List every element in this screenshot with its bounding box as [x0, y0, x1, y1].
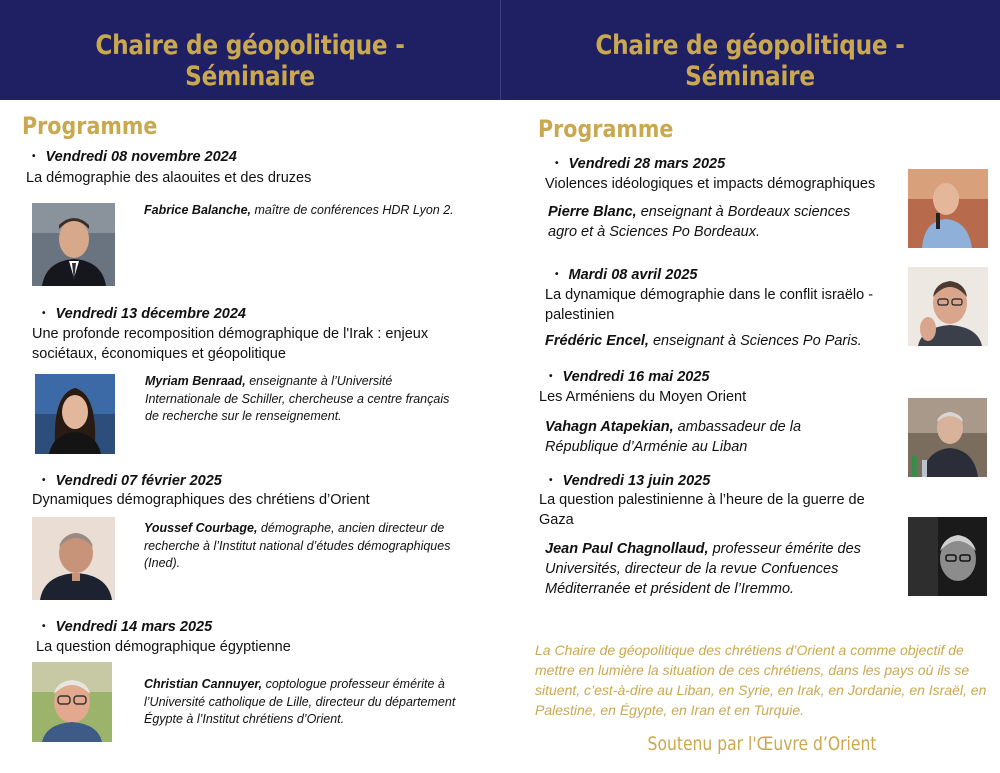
bullet: • [549, 371, 553, 382]
speaker-name: Myriam Benraad, [145, 374, 246, 388]
event-date-text: Vendredi 13 décembre 2024 [55, 306, 246, 322]
event-date-text: Vendredi 13 juin 2025 [562, 473, 711, 489]
speaker-photo [35, 374, 115, 454]
speaker-desc: professeur émérite des Universités, directeur de la revue Confuences Méditerranée et président de l’Iremmo. [545, 541, 861, 597]
event-date-text: Vendredi 28 mars 2025 [568, 156, 726, 172]
event-topic: La démographie des alaouites et des druzes [26, 170, 312, 186]
bullet: • [42, 475, 46, 486]
speaker-desc: enseignant à Sciences Po Paris. [648, 333, 862, 349]
speaker-desc: coptologue professeur émérite à l’Université catholique de Lille, directeur du département Égypte à l’Institut chrétiens d’Orient. [144, 677, 456, 726]
speaker-photo [32, 662, 112, 742]
speaker-photo [908, 169, 988, 248]
speaker-photo [32, 517, 115, 600]
speaker-info [144, 676, 474, 729]
speaker-info [144, 202, 454, 220]
speaker-info [144, 520, 464, 573]
event-topic: Violences idéologiques et impacts démographiques [545, 176, 876, 192]
event-topic: Les Arméniens du Moyen Orient [539, 389, 747, 405]
event-date [42, 306, 246, 322]
speaker-name: Jean Paul Chagnollaud, [545, 541, 709, 557]
bullet: • [42, 621, 46, 632]
bullet: • [32, 151, 36, 162]
bullet: • [549, 475, 553, 486]
speaker-desc: enseignante à l’Université Internationale de Schiller, chercheuse a centre français de recherche sur le renseignement. [145, 374, 450, 423]
speaker-info [545, 417, 865, 457]
programme-heading-right: Programme [538, 115, 674, 143]
event-topic: La dynamique démographie dans le conflit israëlo - palestinien [545, 287, 874, 323]
speaker-photo [908, 517, 987, 596]
speaker-desc: ambassadeur de la République d’Arménie au Liban [545, 419, 802, 455]
speaker-info [545, 331, 895, 351]
speaker-name: Christian Cannuyer, [144, 677, 263, 691]
header-title-left: Chaire de géopolitique - Séminaire [95, 30, 405, 92]
header-banner [0, 0, 1000, 100]
bullet: • [555, 269, 559, 280]
event-date [42, 473, 222, 489]
speaker-photo [908, 398, 987, 477]
event-date [549, 369, 709, 385]
speaker-name: Frédéric Encel, [545, 333, 649, 349]
speaker-name: Fabrice Balanche, [144, 203, 251, 217]
event-topic: Une profonde recomposition démographique de l'Irak : enjeux sociétaux, économiques et géopolitique [32, 326, 429, 362]
event-date [32, 149, 237, 165]
speaker-name: Youssef Courbage, [144, 521, 258, 535]
event-date-text: Vendredi 08 novembre 2024 [45, 149, 237, 165]
event-date [555, 156, 725, 172]
event-date-text: Vendredi 14 mars 2025 [55, 619, 213, 635]
support-line: Soutenu par l'Œuvre d’Orient [647, 733, 877, 755]
bullet: • [555, 158, 559, 169]
speaker-info [545, 539, 885, 599]
programme-heading-left: Programme [22, 112, 158, 140]
event-date [549, 473, 710, 489]
speaker-desc: démographe, ancien directeur de recherche à l’Institut national d’études démographiques (Ined). [144, 521, 451, 570]
speaker-info [548, 202, 878, 242]
event-date-text: Mardi 08 avril 2025 [568, 267, 698, 283]
mission-statement: La Chaire de géopolitique des chrétiens d’Orient a comme objectif de mettre en lumière la situation de ces chrétiens, dans les pays où ils se situent, c’est-à-dire au Liban, en Syrie, en Irak, en Jordanie, en Israël, en Palestine, en Égypte, en Iran et en Turquie. [535, 642, 987, 718]
event-date [555, 267, 698, 283]
speaker-name: Vahagn Atapekian, [545, 419, 674, 435]
header-title-right: Chaire de géopolitique - Séminaire [595, 30, 905, 92]
speaker-photo [32, 203, 115, 286]
event-date-text: Vendredi 16 mai 2025 [562, 369, 710, 385]
event-date-text: Vendredi 07 février 2025 [55, 473, 222, 489]
event-topic: La question palestinienne à l’heure de la guerre de Gaza [539, 492, 865, 528]
event-topic: La question démographique égyptienne [36, 639, 291, 655]
speaker-info [145, 373, 455, 426]
speaker-photo [908, 267, 988, 346]
header-divider [500, 0, 501, 100]
speaker-desc: maître de conférences HDR Lyon 2. [251, 203, 454, 217]
speaker-desc: enseignant à Bordeaux sciences agro et à Sciences Po Bordeaux. [548, 204, 851, 240]
event-date [42, 619, 212, 635]
event-topic: Dynamiques démographiques des chrétiens d’Orient [32, 492, 370, 508]
bullet: • [42, 308, 46, 319]
speaker-name: Pierre Blanc, [548, 204, 637, 220]
